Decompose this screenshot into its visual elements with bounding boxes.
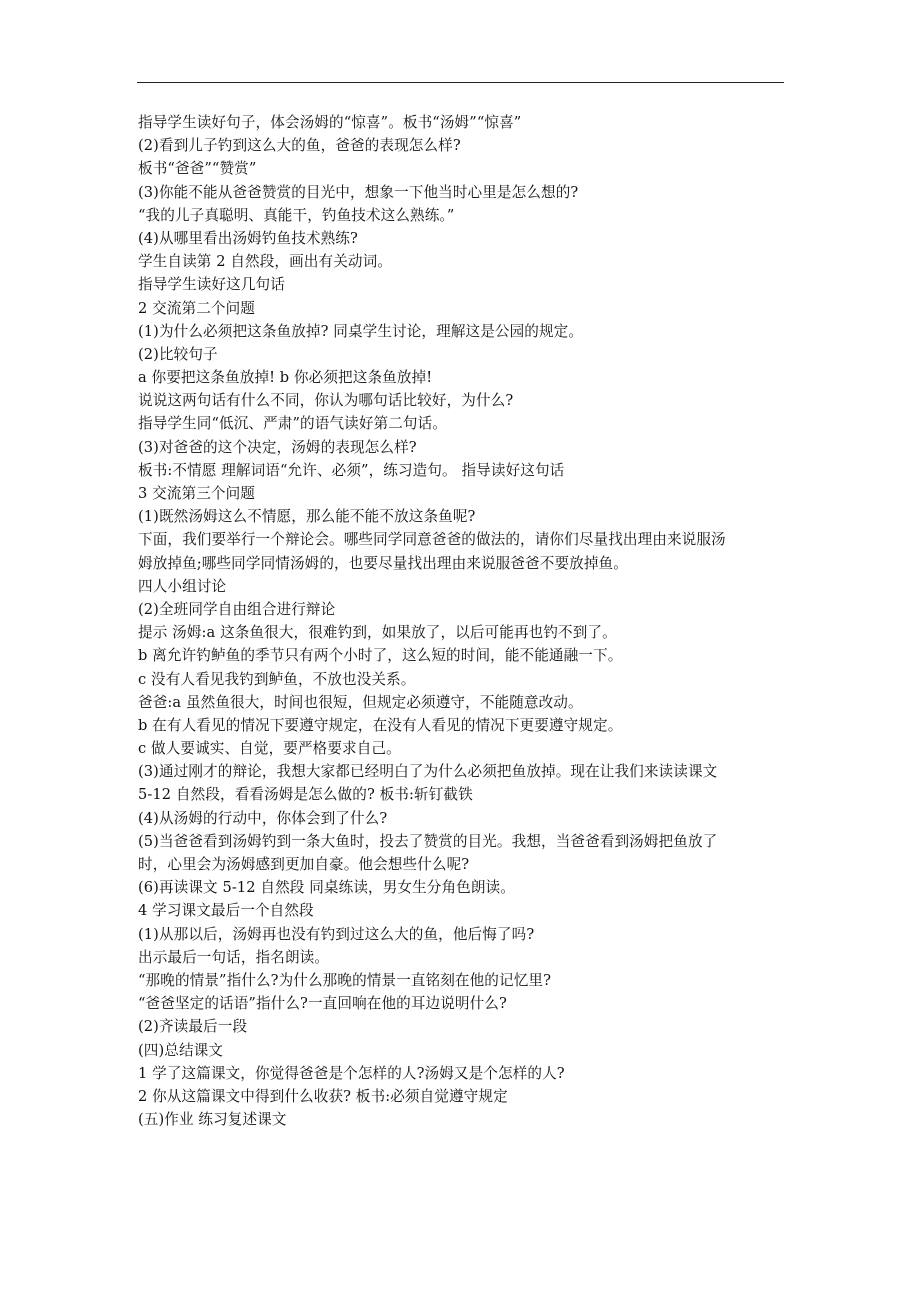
- header-rule: [137, 82, 784, 83]
- text-line: 指导学生读好这几句话: [138, 276, 285, 294]
- text-line: 下面，我们要举行一个辩论会。哪些同学同意爸爸的做法的，请你们尽量找出理由来说服汤: [138, 531, 726, 549]
- text-line: a 你要把这条鱼放掉! b 你必须把这条鱼放掉!: [138, 369, 433, 387]
- text-line: (2)全班同学自由组合进行辩论: [138, 600, 336, 618]
- text-line: 2 你从这篇课文中得到什么收获? 板书:必须自觉遵守规定: [138, 1087, 508, 1105]
- text-line: 指导学生同“低沉、严肃”的语气读好第二句话。: [138, 415, 447, 433]
- text-line: (3)通过刚才的辩论，我想大家都已经明白了为什么必须把鱼放掉。现在让我们来读读课文: [138, 763, 718, 781]
- text-line: “我的儿子真聪明、真能干，钓鱼技术这么熟练。”: [138, 206, 455, 224]
- text-line: 时，心里会为汤姆感到更加自豪。他会想些什么呢?: [138, 856, 470, 873]
- text-line: 说说这两句话有什么不同，你认为哪句话比较好，为什么?: [138, 392, 514, 410]
- text-line: 四人小组讨论: [138, 577, 227, 595]
- text-line: 学生自读第 2 自然段，画出有关动词。: [138, 253, 392, 271]
- document-body: [138, 111, 788, 1131]
- text-line: c 没有人看见我钓到鲈鱼，不放也没关系。: [138, 670, 416, 688]
- text-line: (6)再读课文 5-12 自然段 同桌练读，男女生分角色朗读。: [138, 879, 515, 897]
- text-line: (五)作业 练习复述课文: [138, 1111, 287, 1129]
- text-line: 5-12 自然段，看看汤姆是怎么做的? 板书:斩钉截铁: [138, 786, 473, 804]
- text-line: 板书:不情愿 理解词语“允许、必须”，练习造句。 指导读好这句话: [138, 461, 565, 479]
- text-line: c 做人要诚实、自觉，要严格要求自己。: [138, 740, 401, 758]
- text-line: 指导学生读好句子，体会汤姆的“惊喜”。板书“汤姆”“惊喜”: [138, 114, 522, 131]
- text-line: 提示 汤姆:a 这条鱼很大，很难钓到，如果放了，以后可能再也钓不到了。: [138, 624, 617, 642]
- text-line: 爸爸:a 虽然鱼很大，时间也很短，但规定必须遵守，不能随意改动。: [138, 693, 583, 711]
- text-line: 1 学了这篇课文，你觉得爸爸是个怎样的人?汤姆又是个怎样的人?: [138, 1064, 565, 1082]
- text-line: 4 学习课文最后一个自然段: [138, 902, 314, 920]
- text-line: “那晚的情景”指什么?为什么那晚的情景一直铭刻在他的记忆里?: [138, 971, 552, 989]
- text-line: 板书“爸爸”“赞赏”: [138, 160, 257, 178]
- text-line: (3)你能不能从爸爸赞赏的目光中，想象一下他当时心里是怎么想的?: [138, 183, 579, 201]
- text-line: (四)总结课文: [138, 1041, 224, 1059]
- text-line: b 在有人看见的情况下要遵守规定，在没有人看见的情况下更要遵守规定。: [138, 716, 623, 734]
- text-line: (1)既然汤姆这么不情愿，那么能不能不放这条鱼呢?: [138, 508, 476, 526]
- text-line: 3 交流第三个问题: [138, 485, 255, 502]
- text-line: (5)当爸爸看到汤姆钓到一条大鱼时，投去了赞赏的目光。我想，当爸爸看到汤姆把鱼放了: [138, 832, 718, 850]
- text-line: 出示最后一句话，指名朗读。: [138, 948, 330, 966]
- text-line: (2)比较句子: [138, 345, 218, 363]
- text-line: 2 交流第二个问题: [138, 299, 255, 317]
- text-line: (1)从那以后，汤姆再也没有钓到过这么大的鱼，他后悔了吗?: [138, 925, 535, 943]
- text-line: 姆放掉鱼;哪些同学同情汤姆的，也要尽量找出理由来说服爸爸不要放掉鱼。: [138, 554, 628, 572]
- text-line: (2)看到儿子钓到这么大的鱼，爸爸的表现怎么样?: [138, 137, 461, 155]
- text-line: (4)从哪里看出汤姆钓鱼技术熟练?: [138, 229, 358, 247]
- text-line: (1)为什么必须把这条鱼放掉? 同桌学生讨论，理解这是公园的规定。: [138, 322, 584, 340]
- text-line: (3)对爸爸的这个决定，汤姆的表现怎么样?: [138, 438, 417, 456]
- text-line: “爸爸坚定的话语”指什么?一直回响在他的耳边说明什么?: [138, 995, 507, 1013]
- text-line: b 离允许钓鲈鱼的季节只有两个小时了，这么短的时间，能不能通融一下。: [138, 647, 623, 665]
- text-line: (2)齐读最后一段: [138, 1018, 248, 1036]
- text-line: (4)从汤姆的行动中，你体会到了什么?: [138, 809, 388, 827]
